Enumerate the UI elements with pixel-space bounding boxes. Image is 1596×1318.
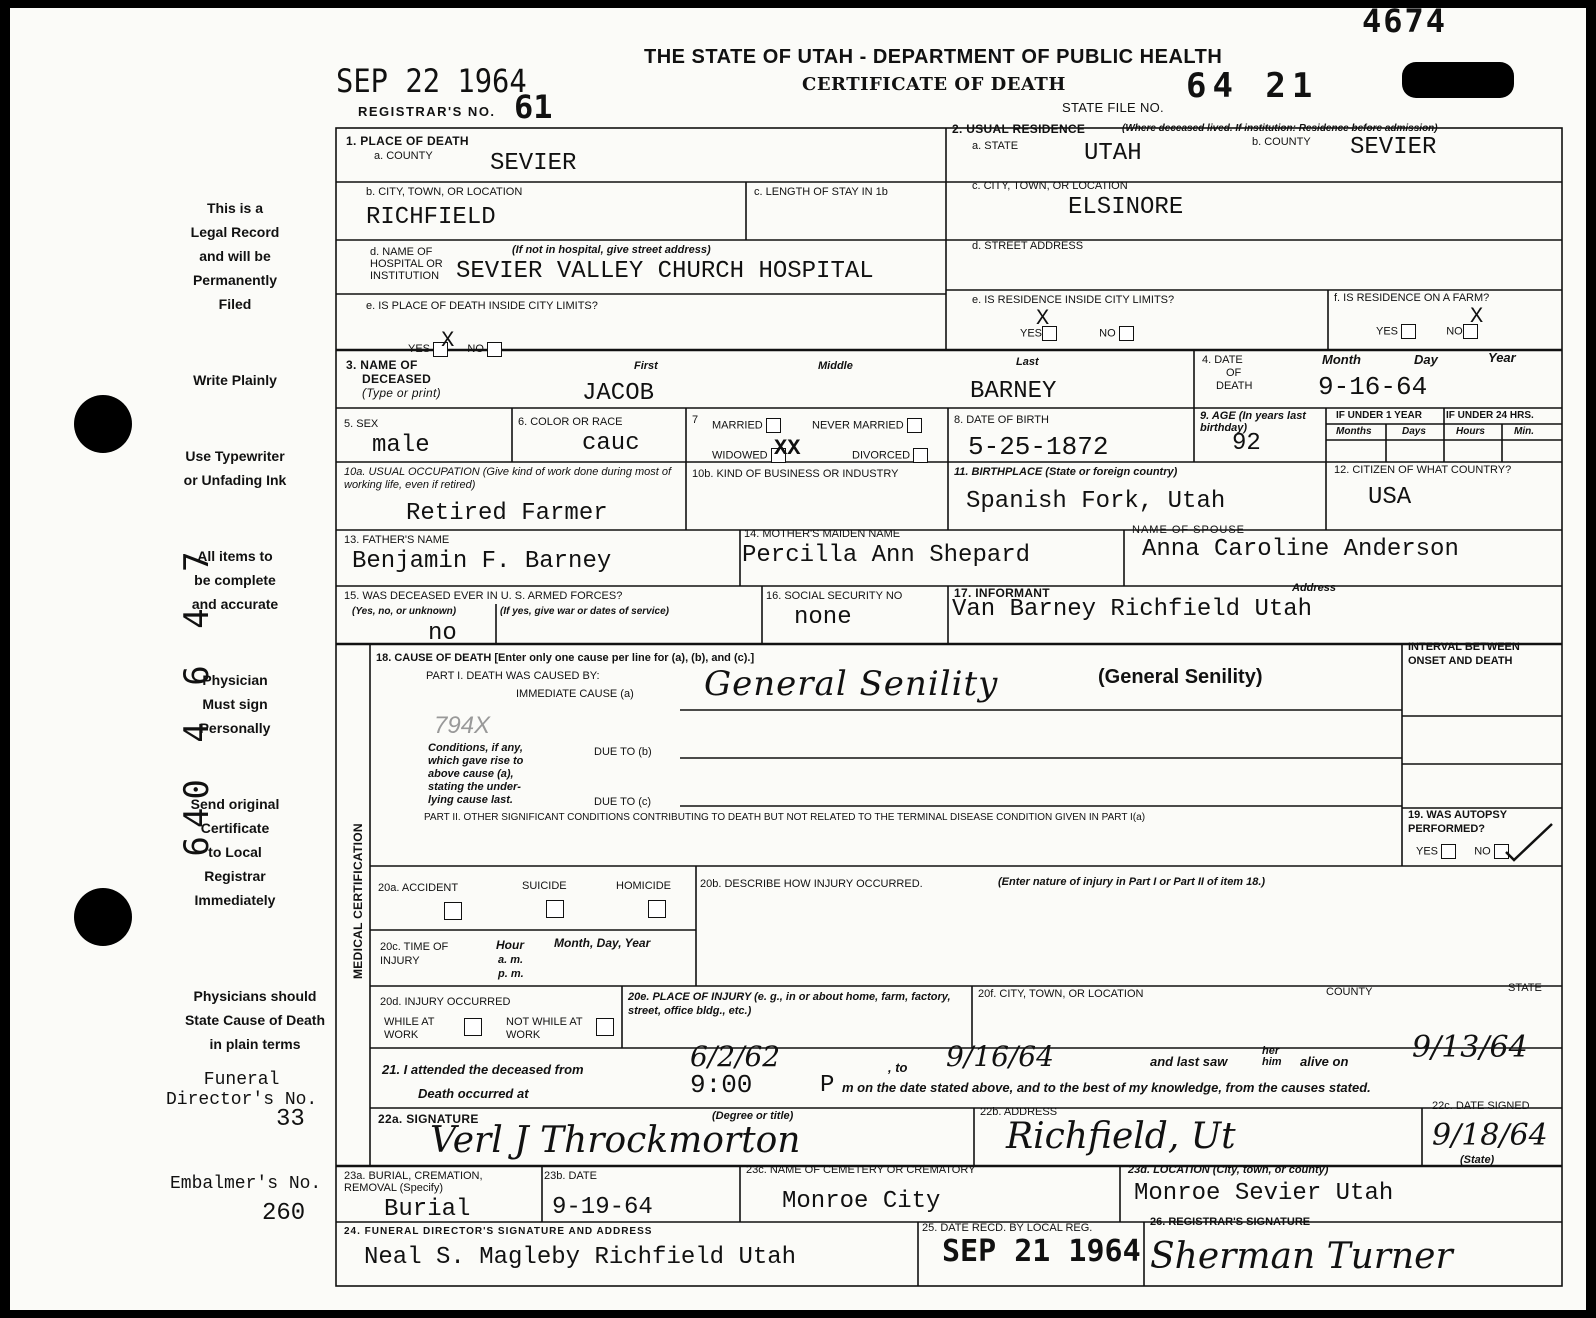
cemetery-label: 23c. NAME OF CEMETERY OR CREMATORY (746, 1164, 976, 1176)
funeral-director-label: Funeral Director's No. (166, 1070, 318, 1110)
registrar-signature-label: 26. REGISTRAR'S SIGNATURE (1150, 1216, 1311, 1228)
res-county: SEVIER (1350, 134, 1437, 161)
armed-note-a: (Yes, no, or unknown) (352, 606, 457, 617)
accident-label: 20a. ACCIDENT (378, 882, 459, 894)
race-value: cauc (582, 430, 640, 457)
complete-note: All items to be complete and accurate (191, 548, 279, 612)
residence-note: (Where deceased lived. If institution: Residence before admission) (1122, 123, 1438, 134)
first-name: JACOB (582, 380, 655, 407)
state-file-no: 64 21 (1186, 66, 1319, 106)
farm-boxes: YES NO (1376, 324, 1478, 339)
homicide-label: HOMICIDE (616, 880, 671, 892)
death-county: SEVIER (490, 150, 577, 177)
never-married-option: NEVER MARRIED (812, 418, 922, 433)
her-him-label: her him (1262, 1045, 1282, 1068)
death-time-p: P (820, 1072, 835, 1099)
burial-date: 9-19-64 (552, 1194, 653, 1221)
ssn-label: 16. SOCIAL SECURITY NO (766, 590, 903, 602)
write-plainly-note: Write Plainly (193, 372, 277, 388)
registrar-signature: Sherman Turner (1150, 1236, 1453, 1277)
embalmer-label: Embalmer's No. (170, 1174, 322, 1194)
state-paren: (State) (1460, 1154, 1495, 1166)
citizen-value: USA (1368, 484, 1412, 511)
year-label: Year (1488, 350, 1516, 365)
sex-label: 5. SEX (344, 418, 379, 430)
hospital-label: d. NAME OF HOSPITAL OR INSTITUTION (370, 246, 443, 282)
divorced-option: DIVORCED (852, 448, 928, 463)
part-2-label: PART II. OTHER SIGNIFICANT CONDITIONS CONTRIBUTING TO DEATH BUT NOT RELATED TO THE TERMINAL DISEASE CONDITION GIVEN IN PART I(a) (424, 812, 1146, 823)
while-at-work-checkbox[interactable] (464, 1018, 482, 1036)
funeral-director-sig-label: 24. FUNERAL DIRECTOR'S SIGNATURE AND ADDRESS (344, 1226, 653, 1237)
ssn-value: none (794, 604, 852, 631)
informant-label: 17. INFORMANT (954, 586, 1050, 600)
length-of-stay-label: c. LENGTH OF STAY IN 1b (754, 186, 888, 198)
age-label: 9. AGE (In years last birthday) (1200, 410, 1306, 434)
due-to-b-label: DUE TO (b) (594, 746, 652, 758)
funeral-director-value: Neal S. Magleby Richfield Utah (364, 1244, 797, 1271)
stamp-date: SEP 22 1964 (336, 62, 527, 100)
alive-date: 9/13/64 (1412, 1030, 1528, 1065)
injury-state-label: STATE (1508, 982, 1542, 994)
month-label: Month (1322, 352, 1361, 367)
registrars-no: 61 (514, 88, 553, 126)
race-label: 6. COLOR OR RACE (518, 416, 623, 428)
under-24-label: IF UNDER 24 HRS. (1446, 410, 1534, 421)
embalmer-no: 260 (262, 1200, 306, 1227)
autopsy-boxes: YES NO (1416, 844, 1509, 859)
under-1-year-label: IF UNDER 1 YEAR (1336, 410, 1422, 421)
address-label: 22b. ADDRESS (980, 1106, 1058, 1118)
pm-label: p. m. (498, 968, 524, 980)
location-label: 23d. LOCATION (City, town, or county) (1128, 1164, 1329, 1176)
res-inside-city-label: e. IS RESIDENCE INSIDE CITY LIMITS? (972, 294, 1175, 306)
father-label: 13. FATHER'S NAME (344, 534, 450, 546)
homicide-checkbox[interactable] (648, 900, 666, 918)
death-occurred-label: Death occurred at (418, 1086, 529, 1101)
armed-forces-label: 15. WAS DECEASED EVER IN U. S. ARMED FORCES? (344, 590, 623, 602)
injury-occurred-label: 20d. INJURY OCCURRED (380, 996, 511, 1008)
months-label: Months (1336, 426, 1372, 437)
res-county-label: b. COUNTY (1252, 136, 1311, 148)
attended-label: 21. I attended the deceased from (382, 1062, 584, 1077)
death-city-label: b. CITY, TOWN, OR LOCATION (366, 186, 523, 198)
hospital-note: (If not in hospital, give street address) (512, 244, 711, 256)
mdy-label: Month, Day, Year (554, 936, 651, 950)
death-time: 9:00 (690, 1070, 753, 1100)
burial-label: 23a. BURIAL, CREMATION, REMOVAL (Specify) (344, 1170, 483, 1194)
hospital-name: SEVIER VALLEY CHURCH HOSPITAL (456, 258, 874, 285)
informant-address-label: Address (1292, 582, 1337, 594)
alive-on-label: alive on (1300, 1054, 1349, 1069)
while-at-work-label: WHILE AT WORK (384, 1016, 435, 1041)
res-state-label: a. STATE (972, 140, 1019, 152)
place-of-death-label: 1. PLACE OF DEATH (346, 134, 469, 148)
m-text: m on the date stated above, and to the best of my knowledge, from the causes stated. (842, 1080, 1371, 1095)
date-received-label: 25. DATE RECD. BY LOCAL REG. (922, 1222, 1093, 1234)
state-file-no-label: STATE FILE NO. (1062, 100, 1164, 115)
immediate-cause-typed: (General Senility) (1098, 666, 1263, 688)
medical-certification-label: MEDICAL CERTIFICATION (351, 823, 365, 979)
conditions-note: Conditions, if any, which gave rise to above cause (a), stating the under- lying cause last. (428, 742, 524, 806)
min-label: Min. (1514, 426, 1534, 437)
death-city: RICHFIELD (366, 204, 496, 231)
father-value: Benjamin F. Barney (352, 548, 612, 575)
day-label: Day (1414, 352, 1438, 367)
due-to-c-label: DUE TO (c) (594, 796, 652, 808)
informant-value: Van Barney Richfield Utah (952, 596, 1313, 623)
suicide-label: SUICIDE (522, 880, 567, 892)
immediate-cause-handwritten: General Senility (704, 664, 999, 704)
to-label: , to (888, 1060, 908, 1075)
describe-injury-label: 20b. DESCRIBE HOW INJURY OCCURRED. (700, 878, 923, 890)
last-saw-label: and last saw (1150, 1054, 1228, 1069)
injury-county-label: COUNTY (1326, 986, 1373, 998)
date-signed-label: 22c. DATE SIGNED (1432, 1100, 1530, 1112)
marital-number: 7 (692, 414, 699, 426)
place-of-injury-label: 20e. PLACE OF INJURY (e. g., in or about home, farm, factory, street, office bldg., etc.) (628, 991, 951, 1017)
date-signed: 9/18/64 (1432, 1118, 1548, 1153)
widowed-mark: XX (774, 436, 801, 461)
last-label: Last (1016, 356, 1039, 368)
degree-label: (Degree or title) (712, 1110, 794, 1122)
certificate-title: CERTIFICATE OF DEATH (802, 74, 1066, 95)
cemetery-value: Monroe City (782, 1188, 941, 1215)
name-label: 3. NAME OF DECEASED (Type or print) (346, 358, 441, 400)
spouse-label: NAME OF SPOUSE (1132, 524, 1246, 536)
birthplace-label: 11. BIRTHPLACE (State or foreign country) (954, 466, 1178, 478)
first-label: First (634, 360, 658, 372)
funeral-director-no: 33 (276, 1106, 305, 1133)
date-received: SEP 21 1964 (942, 1234, 1141, 1269)
icd-code: 794X (434, 712, 491, 739)
citizen-label: 12. CITIZEN OF WHAT COUNTRY? (1334, 464, 1512, 476)
res-state: UTAH (1084, 140, 1142, 167)
last-name: BARNEY (970, 378, 1057, 405)
business-label: 10b. KIND OF BUSINESS OR INDUSTRY (692, 468, 899, 480)
street-label: d. STREET ADDRESS (972, 240, 1084, 252)
not-while-label: NOT WHILE AT WORK (506, 1016, 583, 1041)
state-line: THE STATE OF UTAH - DEPARTMENT OF PUBLIC HEALTH (644, 46, 1223, 68)
age-value: 92 (1232, 430, 1261, 457)
inside-city-label: e. IS PLACE OF DEATH INSIDE CITY LIMITS? (366, 300, 598, 312)
interval-label: INTERVAL BETWEEN ONSET AND DEATH (1408, 641, 1520, 667)
armed-note-b: (If yes, give war or dates of service) (500, 606, 669, 617)
usual-residence-label: 2. USUAL RESIDENCE (952, 122, 1086, 136)
days-label: Days (1402, 426, 1426, 437)
typewriter-note: Use Typewriter or Unfading Ink (183, 448, 287, 488)
time-of-injury-label: 20c. TIME OF INJURY (380, 941, 449, 967)
physician-sign-note: Physician Must sign Personally (199, 672, 271, 736)
not-while-checkbox[interactable] (596, 1018, 614, 1036)
farm-label: f. IS RESIDENCE ON A FARM? (1334, 292, 1490, 304)
occupation-label: 10a. USUAL OCCUPATION (Give kind of work done during most of working life, even if retired) (344, 466, 672, 491)
part-1-label: PART I. DEATH WAS CAUSED BY: (426, 670, 600, 682)
spouse-value: Anna Caroline Anderson (1142, 536, 1459, 563)
vertical-number: 640 4 6 4 7 (177, 543, 217, 857)
physician-signature: Verl J Throckmorton (430, 1120, 801, 1161)
physician-address: Richfield, Ut (1006, 1116, 1236, 1157)
injury-city-label: 20f. CITY, TOWN, OR LOCATION (978, 988, 1144, 1000)
describe-note: (Enter nature of injury in Part I or Part II of item 18.) (998, 876, 1266, 888)
widowed-option: WIDOWED (712, 448, 786, 463)
res-city-label: c. CITY, TOWN, OR LOCATION (972, 180, 1128, 192)
inside-city-yes: YES X NO (408, 334, 502, 359)
married-option: MARRIED (712, 418, 781, 433)
sex-value: male (372, 432, 430, 459)
autopsy-label: 19. WAS AUTOPSY PERFORMED? (1408, 809, 1507, 835)
location-value: Monroe Sevier Utah (1134, 1180, 1394, 1207)
res-inside-mark: X (1036, 306, 1050, 331)
dob-value: 5-25-1872 (968, 432, 1109, 462)
burial-date-label: 23b. DATE (544, 1170, 597, 1182)
armed-value: no (428, 620, 457, 647)
hours-label: Hours (1456, 426, 1485, 437)
am-label: a. m. (498, 954, 524, 966)
attended-from: 6/2/62 (690, 1040, 781, 1073)
burial-value: Burial (384, 1196, 471, 1223)
dob-label: 8. DATE OF BIRTH (954, 414, 1049, 426)
legal-record-note: This is a Legal Record and will be Permanently Filed (190, 200, 280, 312)
date-of-death: 9-16-64 (1318, 372, 1428, 402)
accident-checkbox[interactable] (444, 902, 462, 920)
res-city: ELSINORE (1068, 194, 1184, 221)
registrars-no-label: REGISTRAR'S NO. (358, 104, 496, 119)
suicide-checkbox[interactable] (546, 900, 564, 918)
date-of-death-label: 4. DATE OF DEATH (1202, 354, 1253, 392)
corner-number: 4674 (1362, 2, 1448, 40)
hour-label: Hour (496, 938, 524, 952)
cause-of-death-label: 18. CAUSE OF DEATH [Enter only one cause per line for (a), (b), and (c).] (376, 652, 755, 664)
attended-to: 9/16/64 (946, 1040, 1054, 1073)
farm-mark: X (1470, 304, 1484, 329)
send-original-note: Send original Certificate to Local Registrar Immediately (190, 796, 280, 908)
mother-value: Percilla Ann Shepard (742, 542, 1031, 569)
mother-label: 14. MOTHER'S MAIDEN NAME (744, 528, 901, 540)
birthplace-value: Spanish Fork, Utah (966, 488, 1226, 515)
physicians-state-note: Physicians should State Cause of Death in plain terms (184, 988, 326, 1052)
signature-label: 22a. SIGNATURE (378, 1112, 479, 1126)
occupation-value: Retired Farmer (406, 500, 608, 527)
immediate-cause-label: IMMEDIATE CAUSE (a) (516, 688, 634, 700)
res-inside-city-boxes: YES NO (1020, 326, 1134, 341)
middle-label: Middle (818, 360, 853, 372)
county-label: a. COUNTY (374, 150, 433, 162)
